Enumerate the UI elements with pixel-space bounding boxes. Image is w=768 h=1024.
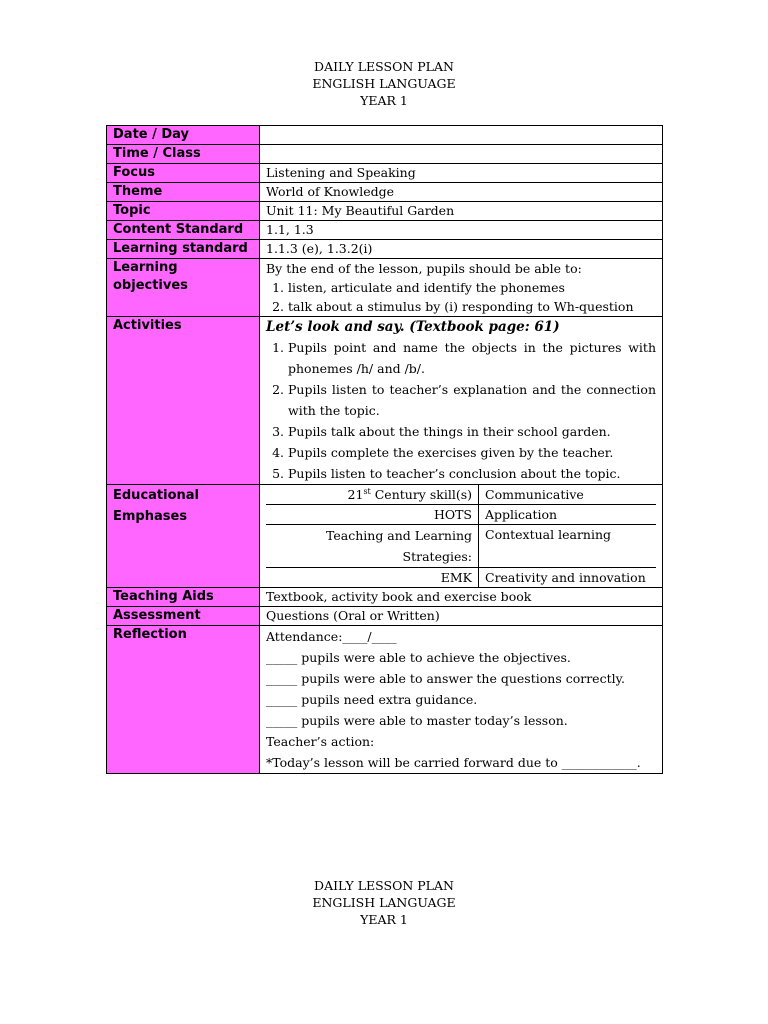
- list-item: 1. Pupils point and name the objects in the pictures with phonemes /h/ and /b/.: [288, 337, 656, 379]
- emk-label: EMK: [266, 568, 479, 588]
- learning-standard-label: Learning standard: [107, 240, 260, 259]
- list-item: 2. Pupils listen to teacher’s explanation and the connection with the topic.: [288, 379, 656, 421]
- emphases-table: [266, 485, 656, 587]
- emk-value: Creativity and innovation: [479, 568, 657, 588]
- reflection-label: Reflection: [107, 626, 260, 774]
- table-row: [266, 485, 656, 505]
- table-row: [266, 568, 656, 588]
- row-theme: [107, 183, 663, 202]
- header-subject: ENGLISH LANGUAGE: [312, 76, 456, 91]
- focus-label: Focus: [107, 164, 260, 183]
- list-item: 1. listen, articulate and identify the phonemes: [288, 278, 656, 297]
- row-assessment: [107, 607, 663, 626]
- skill-label: 21st Century skill(s): [266, 485, 479, 505]
- time-label: Time / Class: [107, 145, 260, 164]
- reflection-line: *Today’s lesson will be carried forward due to ____________.: [266, 755, 641, 770]
- objectives-intro: By the end of the lesson, pupils should be able to:: [266, 261, 582, 276]
- educational-emphases-value: [260, 485, 663, 588]
- header-title: DAILY LESSON PLAN: [314, 59, 454, 74]
- row-content-standard: [107, 221, 663, 240]
- row-learning-objectives: [107, 259, 663, 317]
- row-teaching-aids: [107, 588, 663, 607]
- topic-value: Unit 11: My Beautiful Garden: [260, 202, 663, 221]
- theme-value: World of Knowledge: [260, 183, 663, 202]
- strategies-label: Teaching and Learning Strategies:: [266, 525, 479, 568]
- reflection-line: _____ pupils were able to answer the questions correctly.: [266, 671, 625, 686]
- activities-label: Activities: [107, 317, 260, 485]
- date-value[interactable]: [260, 126, 663, 145]
- focus-value: Listening and Speaking: [260, 164, 663, 183]
- document-header: [0, 58, 768, 109]
- reflection-line: _____ pupils were able to master today’s lesson.: [266, 713, 568, 728]
- time-value[interactable]: [260, 145, 663, 164]
- content-standard-value: 1.1, 1.3: [260, 221, 663, 240]
- activities-value: [260, 317, 663, 485]
- hots-label: HOTS: [266, 505, 479, 525]
- hots-value: Application: [479, 505, 657, 525]
- row-activities: [107, 317, 663, 485]
- learning-objectives-value: [260, 259, 663, 317]
- header-year: YEAR 1: [360, 93, 408, 108]
- header-subject: ENGLISH LANGUAGE: [312, 895, 456, 910]
- content-standard-label: Content Standard: [107, 221, 260, 240]
- list-item: 3. Pupils talk about the things in their school garden.: [288, 421, 656, 442]
- reflection-value: [260, 626, 663, 774]
- row-educational-emphases: [107, 485, 663, 588]
- table-row: [266, 525, 656, 568]
- theme-label: Theme: [107, 183, 260, 202]
- reflection-line: Attendance:____/____: [266, 629, 397, 644]
- learning-objectives-label: Learning objectives: [107, 259, 260, 317]
- teaching-aids-label: Teaching Aids: [107, 588, 260, 607]
- activities-heading: Let’s look and say. (Textbook page: 61): [266, 319, 560, 335]
- reflection-line: _____ pupils were able to achieve the objectives.: [266, 650, 571, 665]
- document-header-repeat: [0, 877, 768, 928]
- reflection-line: _____ pupils need extra guidance.: [266, 692, 478, 707]
- row-learning-standard: [107, 240, 663, 259]
- header-year: YEAR 1: [360, 912, 408, 927]
- header-title: DAILY LESSON PLAN: [314, 878, 454, 893]
- objectives-list: [266, 278, 656, 316]
- assessment-label: Assessment: [107, 607, 260, 626]
- list-item: 4. Pupils complete the exercises given by the teacher.: [288, 442, 656, 463]
- lesson-plan-table: [106, 125, 663, 774]
- list-item: 2. talk about a stimulus by (i) responding to Wh-question: [288, 297, 656, 316]
- skill-value: Communicative: [479, 485, 657, 505]
- reflection-line: Teacher’s action:: [266, 734, 375, 749]
- row-time: [107, 145, 663, 164]
- teaching-aids-value: Textbook, activity book and exercise book: [260, 588, 663, 607]
- topic-label: Topic: [107, 202, 260, 221]
- date-label: Date / Day: [107, 126, 260, 145]
- educational-emphases-label: Educational Emphases: [107, 485, 260, 588]
- list-item: 5. Pupils listen to teacher’s conclusion about the topic.: [288, 463, 656, 484]
- row-date: [107, 126, 663, 145]
- row-focus: [107, 164, 663, 183]
- learning-standard-value: 1.1.3 (e), 1.3.2(i): [260, 240, 663, 259]
- assessment-value: Questions (Oral or Written): [260, 607, 663, 626]
- table-row: [266, 505, 656, 525]
- row-reflection: [107, 626, 663, 774]
- row-topic: [107, 202, 663, 221]
- activities-list: [266, 337, 656, 484]
- strategies-value: Contextual learning: [479, 525, 657, 568]
